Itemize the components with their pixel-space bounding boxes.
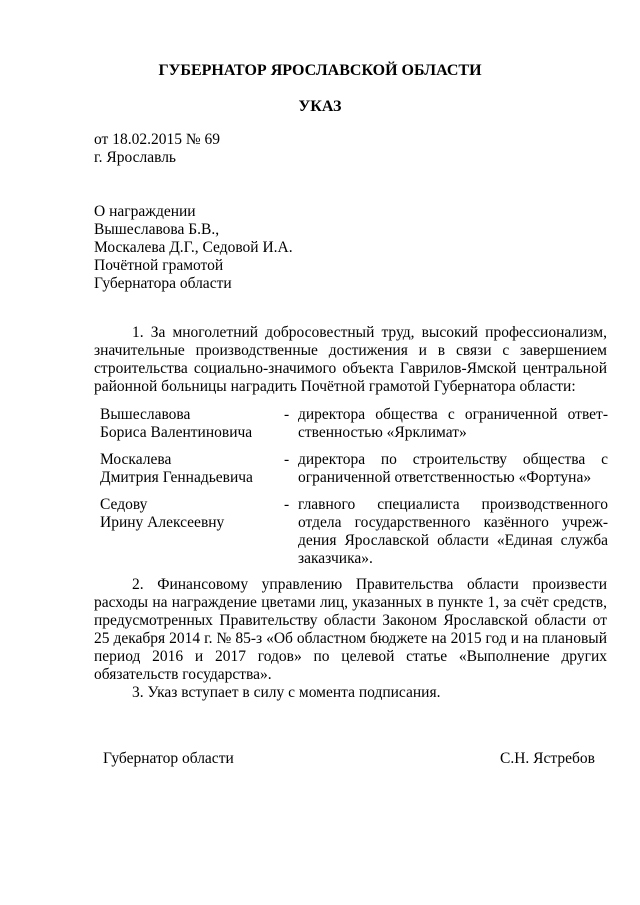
nominee-description (298, 451, 608, 487)
signatory-name: С.Н. Ястребов (500, 750, 595, 767)
nominee-description-text: главного специалиста производственного отдела государственного казённого учреж-дения Ярославской области «Единая служба заказчика». (298, 496, 608, 567)
subject-line: Вышеславова Б.В., (94, 221, 220, 238)
nominee-surname: Седову (100, 496, 148, 513)
nominee-given-names: Дмитрия Геннадьевича (100, 469, 253, 486)
subject-block (94, 203, 293, 293)
subject-line: О награждении (94, 203, 196, 220)
paragraph-3-text: 3. Указ вступает в силу с момента подписания. (132, 684, 441, 701)
date-number: от 18.02.2015 № 69 (94, 131, 220, 148)
nominee-name (100, 496, 280, 532)
nominee-description-text: директора общества с ограниченной ответ-ственностью «Ярклимат» (298, 406, 608, 441)
city: г. Ярославль (94, 149, 176, 166)
paragraph-1 (94, 324, 607, 396)
subject-line: Москалева Д.Г., Седовой И.А. (94, 239, 293, 256)
authority-heading: ГУБЕРНАТОР ЯРОСЛАВСКОЙ ОБЛАСТИ (158, 62, 482, 79)
subject-line: Почётной грамотой (94, 257, 224, 274)
nominee-name (100, 451, 280, 487)
nominee-given-names: Бориса Валентиновича (100, 424, 253, 441)
paragraph-3 (94, 684, 607, 702)
nominee-name (100, 406, 280, 442)
nominee-dash: - (284, 496, 290, 513)
nominee-surname: Вышеславова (100, 406, 191, 423)
nominee-given-names: Ирину Алексеевну (100, 514, 225, 531)
nominee-dash: - (284, 406, 290, 423)
nominee-dash: - (284, 451, 290, 468)
nominee-surname: Москалева (100, 451, 172, 468)
nominee-description (298, 496, 608, 568)
paragraph-1-text: 1. За многолетний добросовестный труд, высокий профессионализм, значительные производственные достижения и в связи с завершением строительства социально-значимого объекта Гаврилов-Ямской центральной районной больницы наградить Почётной грамотой Губернатора области: (94, 324, 607, 395)
signatory-position: Губернатор области (103, 750, 234, 767)
document-type-heading: УКАЗ (298, 98, 342, 115)
subject-line: Губернатора области (94, 275, 232, 292)
paragraph-2 (94, 576, 607, 684)
nominee-description (298, 406, 608, 442)
nominee-description-text: директора по строительству общества с ограниченной ответственностью «Фортуна» (298, 451, 608, 486)
paragraph-2-text: 2. Финансовому управлению Правительства области произвести расходы на награждение цветами лиц, указанных в пункте 1, за счёт средств, предусмотренных Правительству области Законом Ярославской области от 25 декабря 2014 г. № 85-з «Об областном бюджете на 2015 год и на плановый период 2016 и 2017 годов» по целевой статье «Выполнение других обязательств государства». (94, 576, 607, 683)
